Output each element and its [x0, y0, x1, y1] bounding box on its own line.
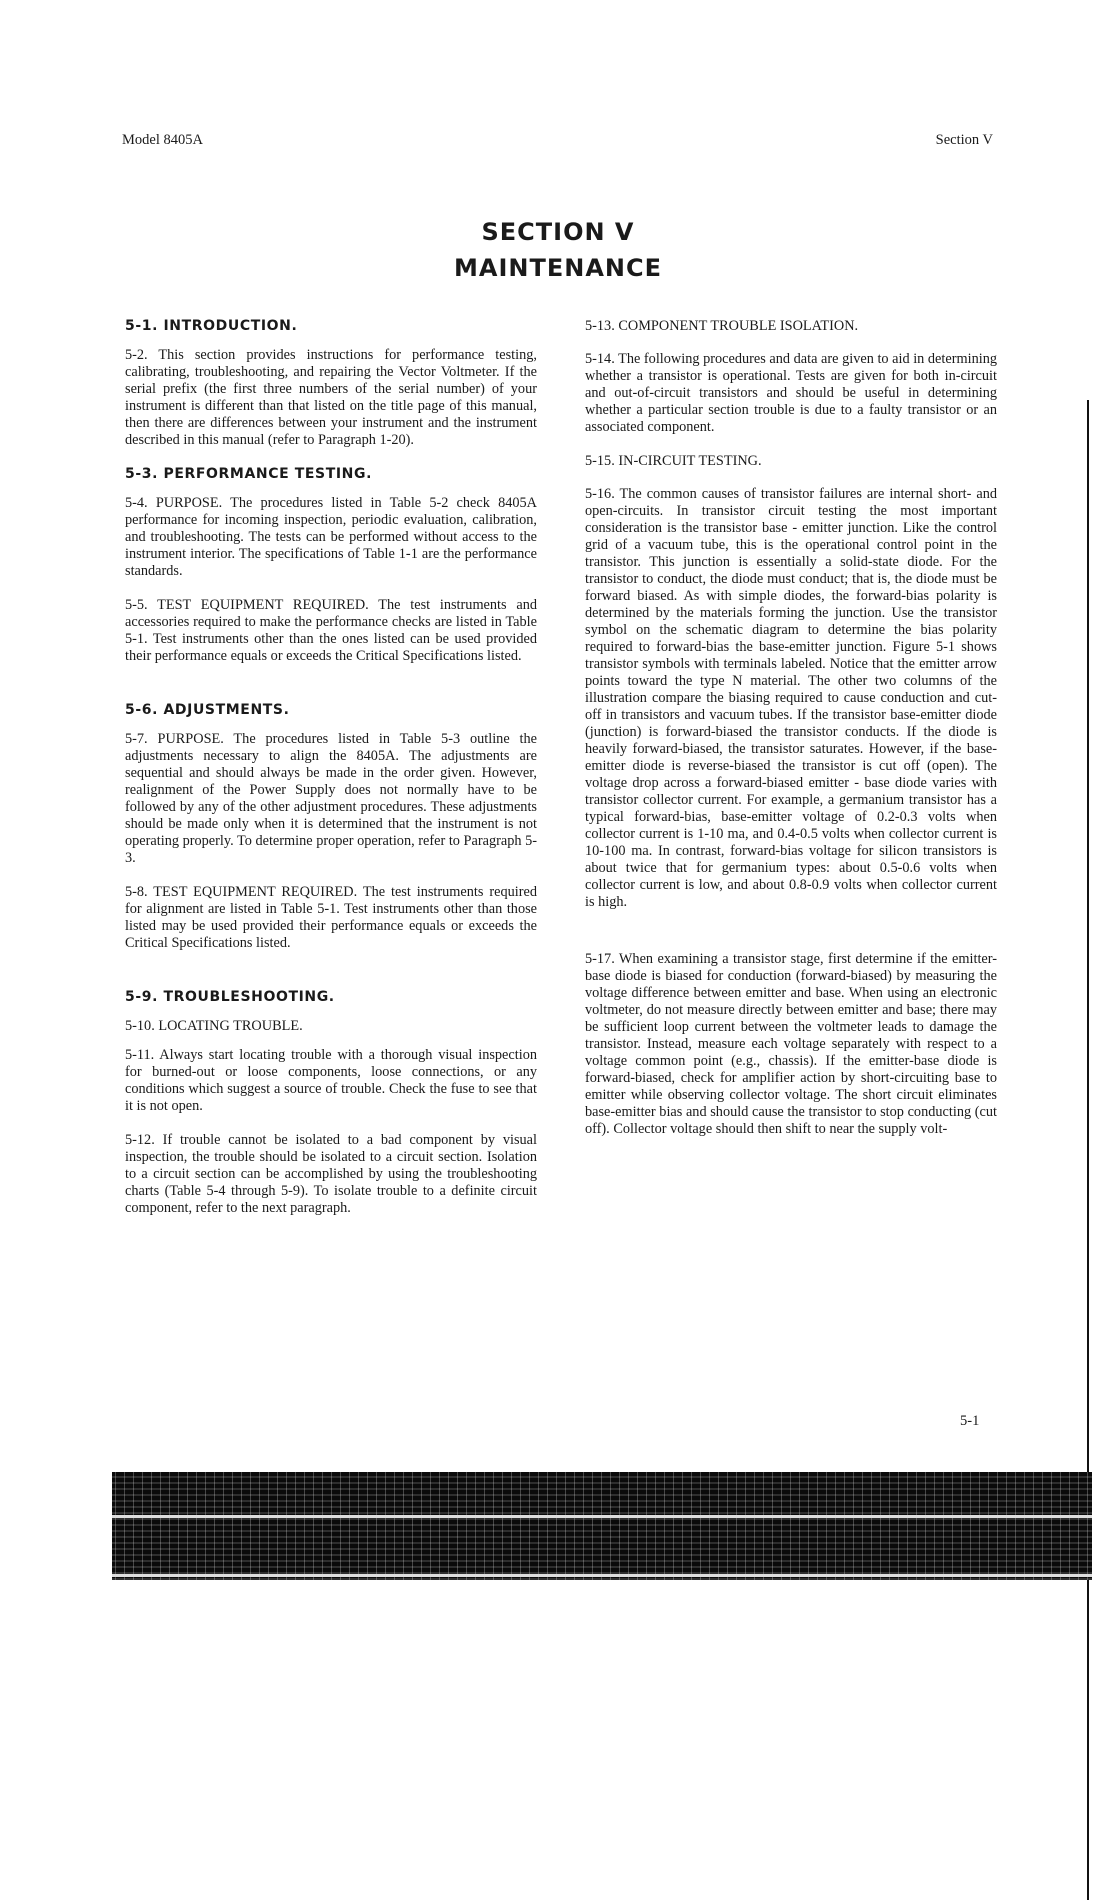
- paragraph-5-12: 5-12. If trouble cannot be isolated to a bad component by visual inspection, the trouble should be isolated to a circuit section. Isolation to a circuit section can be accomplished by using the troubleshooting charts (Table 5-4 through 5-9). To isolate trouble to a definite circuit component, refer to the next paragraph.: [125, 1132, 537, 1216]
- band-rule-lower: [112, 1574, 1092, 1577]
- paragraph-5-5: 5-5. TEST EQUIPMENT REQUIRED. The test instruments and accessories required to make the performance checks are listed in Table 5-1. Test instruments other than the ones listed can be used provided their performance equals or exceeds the Critical Specifications listed.: [125, 597, 537, 664]
- subhead-locating-trouble: 5-10. LOCATING TROUBLE.: [125, 1018, 303, 1034]
- section-subtitle: MAINTENANCE: [454, 254, 662, 282]
- heading-adjustments: 5-6. ADJUSTMENTS.: [125, 702, 290, 718]
- paragraph-5-4: 5-4. PURPOSE. The procedures listed in Table 5-2 check 8405A performance for incoming inspection, periodic evaluation, calibration, and troubleshooting. The tests can be performed without access to the instrument interior. The specifications of Table 1-1 are the performance standards.: [125, 495, 537, 579]
- scan-margin-line: [1087, 400, 1089, 1900]
- subhead-in-circuit-testing: 5-15. IN-CIRCUIT TESTING.: [585, 453, 762, 469]
- header-section: Section V: [935, 132, 993, 148]
- heading-introduction: 5-1. INTRODUCTION.: [125, 318, 298, 334]
- subhead-component-trouble-isolation: 5-13. COMPONENT TROUBLE ISOLATION.: [585, 318, 859, 334]
- page-number: 5-1: [960, 1413, 980, 1429]
- heading-performance-testing: 5-3. PERFORMANCE TESTING.: [125, 466, 373, 482]
- paragraph-5-11: 5-11. Always start locating trouble with a thorough visual inspection for burned-out or loose components, loose connections, or any conditions which suggest a source of trouble. Check the fuse to see that it is not open.: [125, 1047, 537, 1114]
- section-title: SECTION V: [481, 218, 635, 246]
- paragraph-5-7: 5-7. PURPOSE. The procedures listed in Table 5-3 outline the adjustments necessary to align the 8405A. The adjustments are sequential and should always be made in the order given. However, realignment of the Power Supply does not normally have to be followed by any of the other adjustment procedures. These adjustments should be made only when it is determined that the instrument is not operating properly. To determine proper operation, refer to Paragraph 5-3.: [125, 731, 537, 866]
- paragraph-5-14: 5-14. The following procedures and data are given to aid in determining whether a transistor is operational. Tests are given for both in-circuit and out-of-circuit transistors and should be useful in determining whether a particular section trouble is due to a faulty transistor or an associated component.: [585, 351, 997, 435]
- paragraph-5-16: 5-16. The common causes of transistor failures are internal short- and open-circuits. In transistor circuit testing the most important consideration is the transistor base - emitter junction. Like the control grid of a vacuum tube, this is the operational control point in the transistor. This junction is essentially a solid-state diode. For the transistor to conduct, the diode must conduct; that is, the diode must be forward biased. As with simple diodes, the forward-bias polarity is determined by the materials forming the junction. Use the transistor symbol on the schematic diagram to determine the bias polarity required to forward-bias the base-emitter junction. Figure 5-1 shows transistor symbols with terminals labeled. Notice that the emitter arrow points toward the type N material. The other two columns of the illustration compare the biasing required to cause conduction and cut-off in transistors and vacuum tubes. If the transistor base-emitter diode (junction) is forward-biased the transistor conducts. If the diode is heavily forward-biased, the transistor saturates. However, if the base-emitter diode is reverse-biased the transistor is cut off (open). The voltage drop across a forward-biased emitter - base diode varies with transistor collector current. For example, a germanium transistor has a typical forward-bias, base-emitter voltage of 0.2-0.3 volts when collector current is 1-10 ma, and 0.4-0.5 volts when collector current is 10-100 ma. In contrast, forward-bias voltage for silicon transistors is about twice that for germanium types: about 0.5-0.6 volts when collector current is low, and about 0.8-0.9 volts when collector current is high.: [585, 486, 997, 910]
- paragraph-5-17: 5-17. When examining a transistor stage, first determine if the emitter-base diode is biased for conduction (forward-biased) by measuring the voltage difference between emitter and base. When using an electronic voltmeter, do not measure directly between emitter and base; there may be sufficient loop current between the voltmeter leads to damage the transistor. Instead, measure each voltage separately with respect to a voltage common point (e.g., chassis). If the emitter-base diode is forward-biased, check for amplifier action by short-circuiting base to emitter while observing collector voltage. The short circuit eliminates base-emitter bias and should cause the transistor to stop conducting (cut off). Collector voltage should then shift to near the supply volt-: [585, 951, 997, 1137]
- left-column: [125, 318, 537, 1234]
- band-rule-upper: [112, 1515, 1092, 1518]
- paragraph-5-2: 5-2. This section provides instructions for performance testing, calibrating, troubleshooting, and repairing the Vector Voltmeter. If the serial prefix (the first three numbers of the serial number) of your instrument is different than that listed on the title page of this manual, then there are differences between your instrument and the instrument described in this manual (refer to Paragraph 1-20).: [125, 347, 537, 448]
- heading-troubleshooting: 5-9. TROUBLESHOOTING.: [125, 989, 335, 1005]
- header-model: Model 8405A: [122, 132, 203, 148]
- right-column: [585, 318, 997, 1155]
- scan-artifact-band: [112, 1472, 1092, 1580]
- paragraph-5-8: 5-8. TEST EQUIPMENT REQUIRED. The test instruments required for alignment are listed in Table 5-1. Test instruments other than those listed may be used provided their performance equals or exceeds the Critical Specifications listed.: [125, 884, 537, 951]
